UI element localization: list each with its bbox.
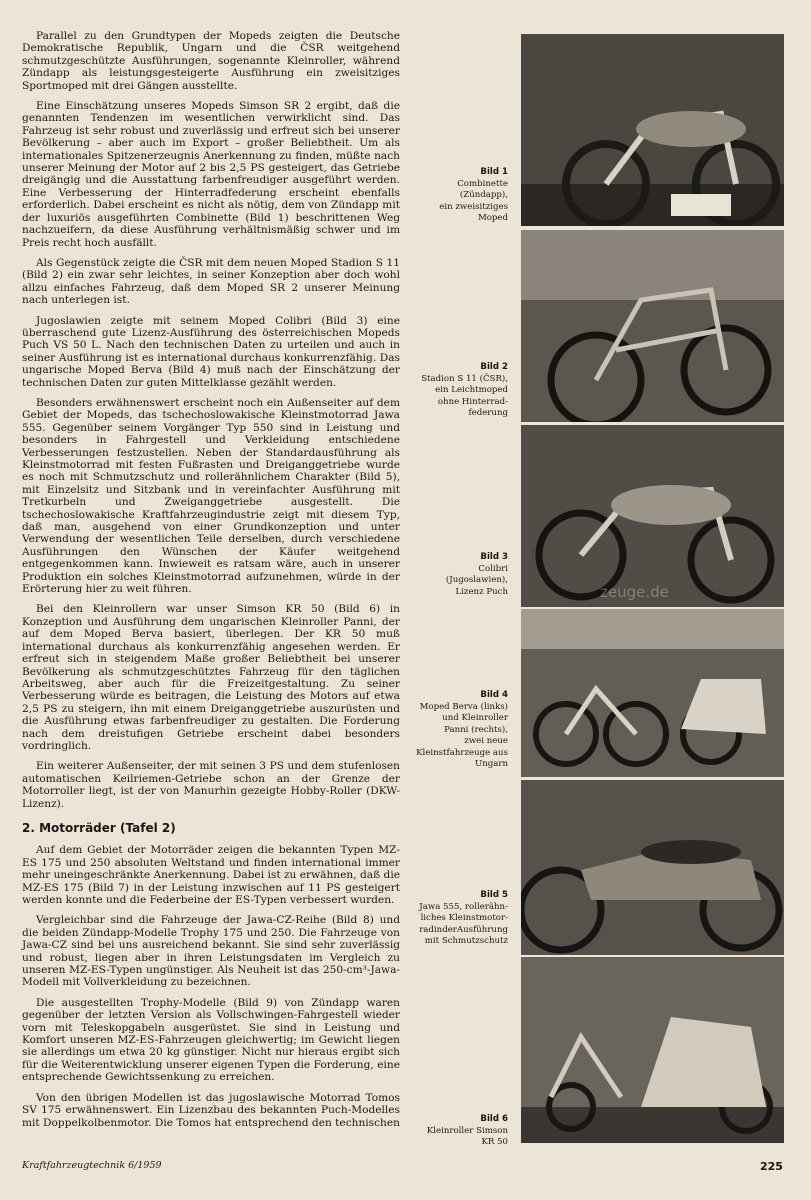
section-heading: 2. Motorräder (Tafel 2) [22,820,176,835]
caption-line: Ungarn [474,759,508,769]
caption-line: Stadion S 11 (ČSR), [421,373,508,384]
caption-bild-6 [410,1114,508,1149]
caption-line: (Jugoslawien), [445,575,508,585]
paragraph: Jugoslawien zeigte mit seinem Moped Colibri (Bild 3) eine überraschend gute Lizenz-Ausführung des österreichischen Mopeds Puch VS 50 L. Nach den technischen Daten zu urteilen und auch in seiner Ausführung ist es international durchaus konkurrenzfähig. Das ungarische Moped Berva (Bild 4) muß nach der Einschätzung der technischen Daten zur guten Mittelklasse gezählt werden. [22,314,400,389]
paragraph: Ein weiterer Außenseiter, der mit seinen 3 PS und dem stufenlosen automatischen Keilriemen-Getriebe schon an der Grenze der Motorroller liegt, ist der von Manurhin gezeigte Hobby-Roller (DKW-Lizenz). [22,760,400,810]
paragraph: Vergleichbar sind die Fahrzeuge der Jawa-CZ-Reihe (Bild 8) und die beiden Zündapp-Modelle Trophy 175 und 250. Die Fahrzeuge von Jawa-CZ sind bei uns ausreichend bekannt. Sie sind sehr zuverlässig und robust, liegen aber in ihren Leistungsdaten im Vergleich zu unseren MZ-ES-Typen ungünstiger. Als Neuheit ist das 250-cm³-Jawa-Modell mit Vollverkleidung zu bezeichnen. [22,914,400,989]
caption-line: Panni (rechts), [444,724,508,735]
caption-line: liches Kleinstmotor- [420,913,508,923]
caption-line: ohne Hinterrad- [437,396,508,407]
photo-bild-3 [521,425,784,607]
caption-line: (Zündapp), [459,190,508,200]
caption-line: radinderAusführung [419,924,508,935]
photo-bild-2 [521,230,784,422]
paragraph: Bei den Kleinrollern war unser Simson KR 50 (Bild 6) in Konzeption und Ausführung dem ungarischen Kleinroller Panni, der auf dem Moped Berva basiert, überlegen. Der KR 50 muß international durchaus als konkurrenzfähig angesehen werden. Er erfreut sich in steigendem Maße großer Beliebtheit bei unserer Bevölkerung als schmutzgeschütztes Fahrzeug für den täglichen Arbeitsweg, aber auch für die Freizeitgestaltung. Zu seiner Verbesserung würde es beitragen, die Leistung des Motors auf etwa 2,5 PS zu steigern, ihn mit einem Dreiganggetriebe auszurüsten und die Ausführung etwas farbenfreudiger zu gestalten. Die Forderung nach dem dreistufigen Getriebe erscheint dabei besonders vordringlich. [22,603,400,752]
caption-number: Bild 3 [480,552,508,562]
caption-bild-3 [410,552,508,598]
caption-number: Bild 1 [480,167,508,177]
caption-line: mit Schmutzschutz [424,936,508,946]
caption-bild-5 [410,890,508,948]
caption-number: Bild 5 [480,890,508,900]
caption-line: ein zweisitziges [439,201,508,212]
caption-line: KR 50 [481,1137,508,1147]
caption-line: Colibri [478,563,508,574]
caption-line: Kleinroller Simson [426,1125,508,1136]
caption-line: und Kleinroller [442,713,508,723]
caption-line: Kleinstfahrzeuge aus [416,747,508,758]
paragraph: Besonders erwähnenswert erscheint noch ein Außenseiter auf dem Gebiet der Mopeds, das tschechoslowakische Kleinstmotorrad Jawa 555. Gegenüber seinem Vorgänger Typ 550 sind in Leistung und besonders in Fahrgestell und Verkleidung entschiedene Verbesserungen festzustellen. Neben der Standardausführung als Kleinstmotorrad mit festen Fußrasten und Dreiganggetriebe wurde es noch mit Schmutzschutz und rollerähnlichem Charakter (Bild 5), mit Einzelsitz und Sitzbank und in vereinfachter Ausführung mit Tretkurbeln und Zweiganggetriebe ausgestellt. Die tschechoslowakische Kraftfahrzeugindustrie zeigt mit diesem Typ, daß man, ausgehend von einer Grundkonzeption und unter Verwendung der wesentlichen Teile derselben, durch verschiedene Ausführungen den Wünschen der Käufer weitgehend entgegenkommen kann. Inwieweit es ratsam wäre, auch in unserer Produktion ein solches Kleinstmotorrad aufzunehmen, würde in der Erörterung hier zu weit führen. [22,396,400,596]
caption-line: zwei neue [464,736,508,746]
caption-number: Bild 2 [480,362,508,372]
caption-line: Lizenz Puch [455,586,508,597]
paragraph: Eine Einschätzung unseres Mopeds Simson SR 2 ergibt, daß die genannten Tendenzen im wesentlichen verwirklicht sind. Das Fahrzeug ist sehr robust und zuverlässig und erfreut sich bei unserer Bevölkerung – aber auch im Export – großer Beliebtheit. Um als internationales Spitzenerzeugnis Anerkennung zu finden, müßte nach unserer Meinung der Motor auf 2 bis 2,5 PS gesteigert, das Getriebe dreigängig und die Ausstattung farbenfreudiger ausgeführt werden. Eine Verbesserung der Hinterradfederung erscheint ebenfalls erforderlich. Dabei erscheint es nicht als nötig, dem von Zündapp mit der luxuriös ausgeführten Combinette (Bild 1) beschrittenen Weg nachzueifern, da diese Ausführung verhältnismäßig schwer und im Preis recht hoch ausfällt. [22,100,400,249]
caption-bild-1 [410,167,508,225]
caption-line: Jawa 555, rollerähn- [419,901,508,912]
watermark: zeuge.de [600,583,669,601]
photo-bild-5 [521,780,784,955]
journal-footer: Kraftfahrzeugtechnik 6/1959 [22,1160,162,1171]
caption-line: federung [468,408,508,418]
caption-line: Moped Berva (links) [419,701,508,712]
paragraph: Auf dem Gebiet der Motorräder zeigen die bekannten Typen MZ-ES 175 und 250 absoluten Weltstand und finden international immer mehr uneingeschränkte Anerkennung. Dabei ist zu erwähnen, daß die MZ-ES 175 (Bild 7) in der Leistung inzwischen auf 11 PS gesteigert werden konnte und die Federbeine der ES-Typen verbessert wurden. [22,844,400,906]
caption-number: Bild 6 [480,1114,508,1124]
page-number: 225 [760,1160,783,1173]
caption-line: Combinette [457,178,508,189]
caption-line: Moped [477,213,508,223]
paragraph: Als Gegenstück zeigte die ČSR mit dem neuen Moped Stadion S 11 (Bild 2) ein zwar sehr leichtes, in seiner Konzeption aber doch wohl allzu einfaches Fahrzeug, daß dem Moped SR 2 unserer Meinung nach unterlegen ist. [22,256,400,307]
caption-line: ein Leichtmoped [435,385,508,395]
paragraph: Von den übrigen Modellen ist das jugoslawische Motorrad Tomos SV 175 erwähnenswert. Ein Lizenzbau des bekannten Puch-Modelles mit Doppelkolbenmotor. Die Tomos hat entsprechend den technischen [22,1091,400,1129]
paragraph: Parallel zu den Grundtypen der Mopeds zeigten die Deutsche Demokratische Republik, Ungarn und die ČSR weitgehend schmutzgeschützte Ausführungen, sogenannte Kleinroller, während Zündapp als leistungsgesteigerte Ausführung ein zweisitziges Sportmoped mit drei Gängen ausstellte. [22,30,400,92]
caption-number: Bild 4 [480,690,508,700]
photo-bild-4 [521,609,784,777]
photo-bild-1 [521,34,784,226]
caption-bild-4 [410,690,508,771]
article-text [22,30,400,1137]
paragraph: Die ausgestellten Trophy-Modelle (Bild 9) von Zündapp waren gegenüber der letzten Version als Vollschwingen-Fahrgestell wieder vorn mit Teleskopgabeln ausgerüstet. Sie sind in Leistung und Komfort unseren MZ-ES-Fahrzeugen gleichwertig; im Gewicht liegen sie allerdings um etwa 20 kg günstiger. Nicht nur hieraus ergibt sich für die Weiterentwicklung unserer eigenen Typen die Forderung, eine entsprechende Gewichtssenkung zu erreichen. [22,996,400,1084]
caption-bild-2 [410,362,508,420]
photo-bild-6 [521,957,784,1143]
